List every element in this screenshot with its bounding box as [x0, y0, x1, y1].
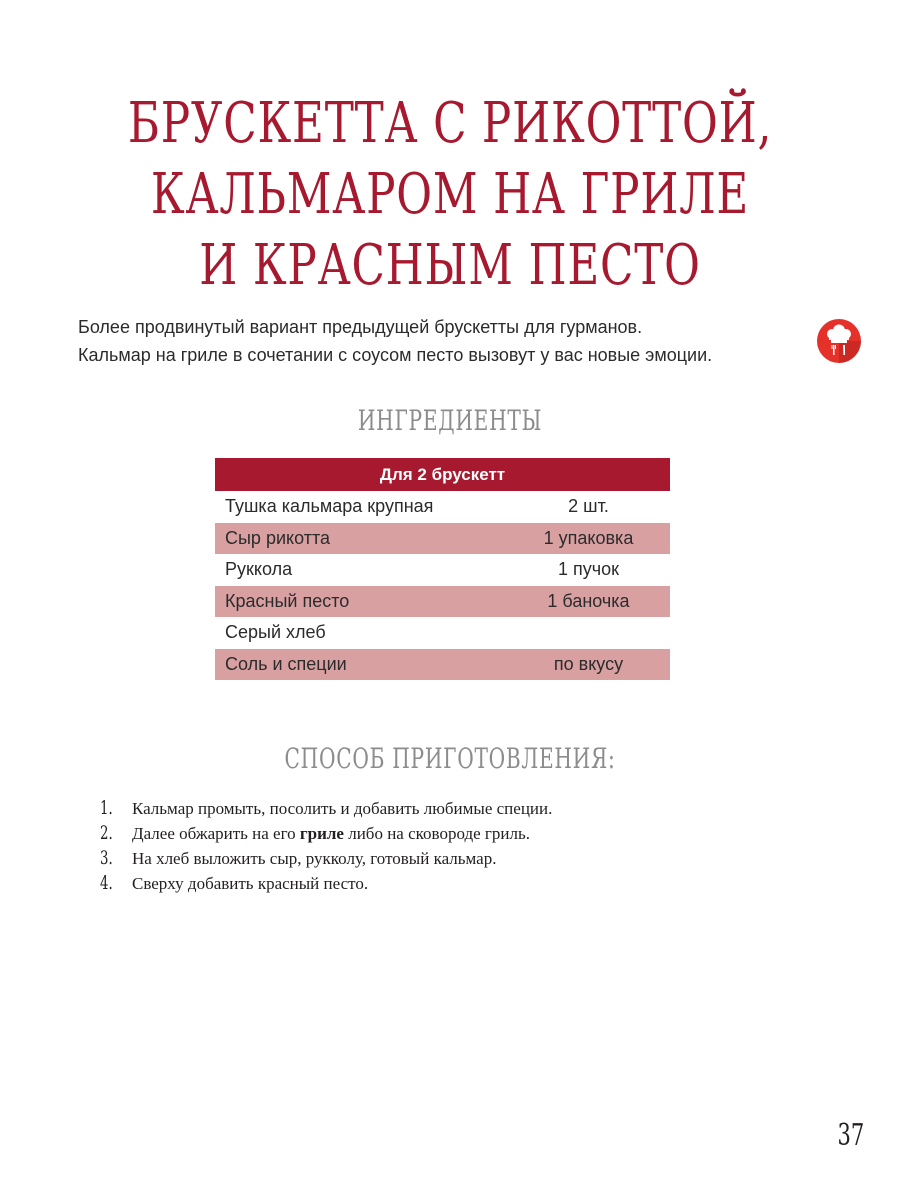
ingredient-qty: по вкусу	[553, 653, 624, 674]
ingredient-name: Сыр рикотта	[225, 527, 331, 548]
step-text: Кальмар промыть, посолить и добавить любимые специи.	[132, 799, 553, 818]
ingredients-table-header: Для 2 брускетт	[215, 458, 670, 491]
step-text	[132, 824, 530, 844]
step-text: На хлеб выложить сыр, рукколу, готовый кальмар.	[132, 849, 497, 868]
title-line-3: И КРАСНЫМ ПЕСТО	[199, 233, 701, 298]
ingredients-heading: ИНГРЕДИЕНТЫ	[357, 404, 543, 437]
table-row	[215, 617, 670, 649]
step-text-part: Далее обжарить на его	[132, 824, 300, 843]
ingredient-name: Тушка кальмара крупная	[225, 496, 434, 517]
ingredient-qty: 1 упаковка	[543, 527, 634, 548]
list-item	[100, 872, 800, 897]
ingredient-qty: 1 баночка	[547, 590, 630, 611]
table-row	[215, 649, 670, 681]
ingredient-qty: 1 пучок	[557, 559, 620, 580]
ingredient-name: Соль и специи	[225, 653, 347, 674]
page-number: 37	[837, 1118, 864, 1153]
ingredient-name: Руккола	[225, 559, 293, 580]
step-number: 2.	[100, 822, 113, 844]
ingredient-name: Серый хлеб	[225, 622, 326, 643]
method-steps	[100, 797, 800, 897]
list-item	[100, 822, 800, 847]
list-item	[100, 797, 800, 822]
title-line-2: КАЛЬМАРОМ НА ГРИЛЕ	[150, 162, 750, 227]
table-row	[215, 491, 670, 523]
title-line-1: БРУСКЕТТА С РИКОТТОЙ,	[127, 91, 773, 156]
step-number: 3.	[100, 847, 113, 869]
ingredients-table	[215, 458, 670, 680]
step-text-part: либо на сковороде гриль.	[343, 824, 530, 843]
chef-hat-fork-knife-icon	[816, 318, 862, 364]
step-number: 1.	[100, 797, 113, 819]
step-text-bold: гриле	[299, 824, 344, 843]
list-item	[100, 847, 800, 872]
recipe-title	[99, 88, 801, 301]
intro-line-2: Кальмар на гриле в сочетании с соусом песто вызовут у вас новые эмоции.	[78, 345, 713, 365]
step-text: Сверху добавить красный песто.	[132, 874, 369, 893]
step-number: 4.	[100, 872, 113, 894]
table-row	[215, 554, 670, 586]
table-row	[215, 586, 670, 618]
method-heading: СПОСОБ ПРИГОТОВЛЕНИЯ:	[284, 742, 616, 775]
recipe-intro	[78, 313, 798, 369]
intro-line-1: Более продвинутый вариант предыдущей брускетты для гурманов.	[78, 317, 643, 337]
ingredient-name: Красный песто	[225, 590, 350, 611]
ingredient-qty: 2 шт.	[568, 496, 609, 517]
table-row	[215, 523, 670, 555]
